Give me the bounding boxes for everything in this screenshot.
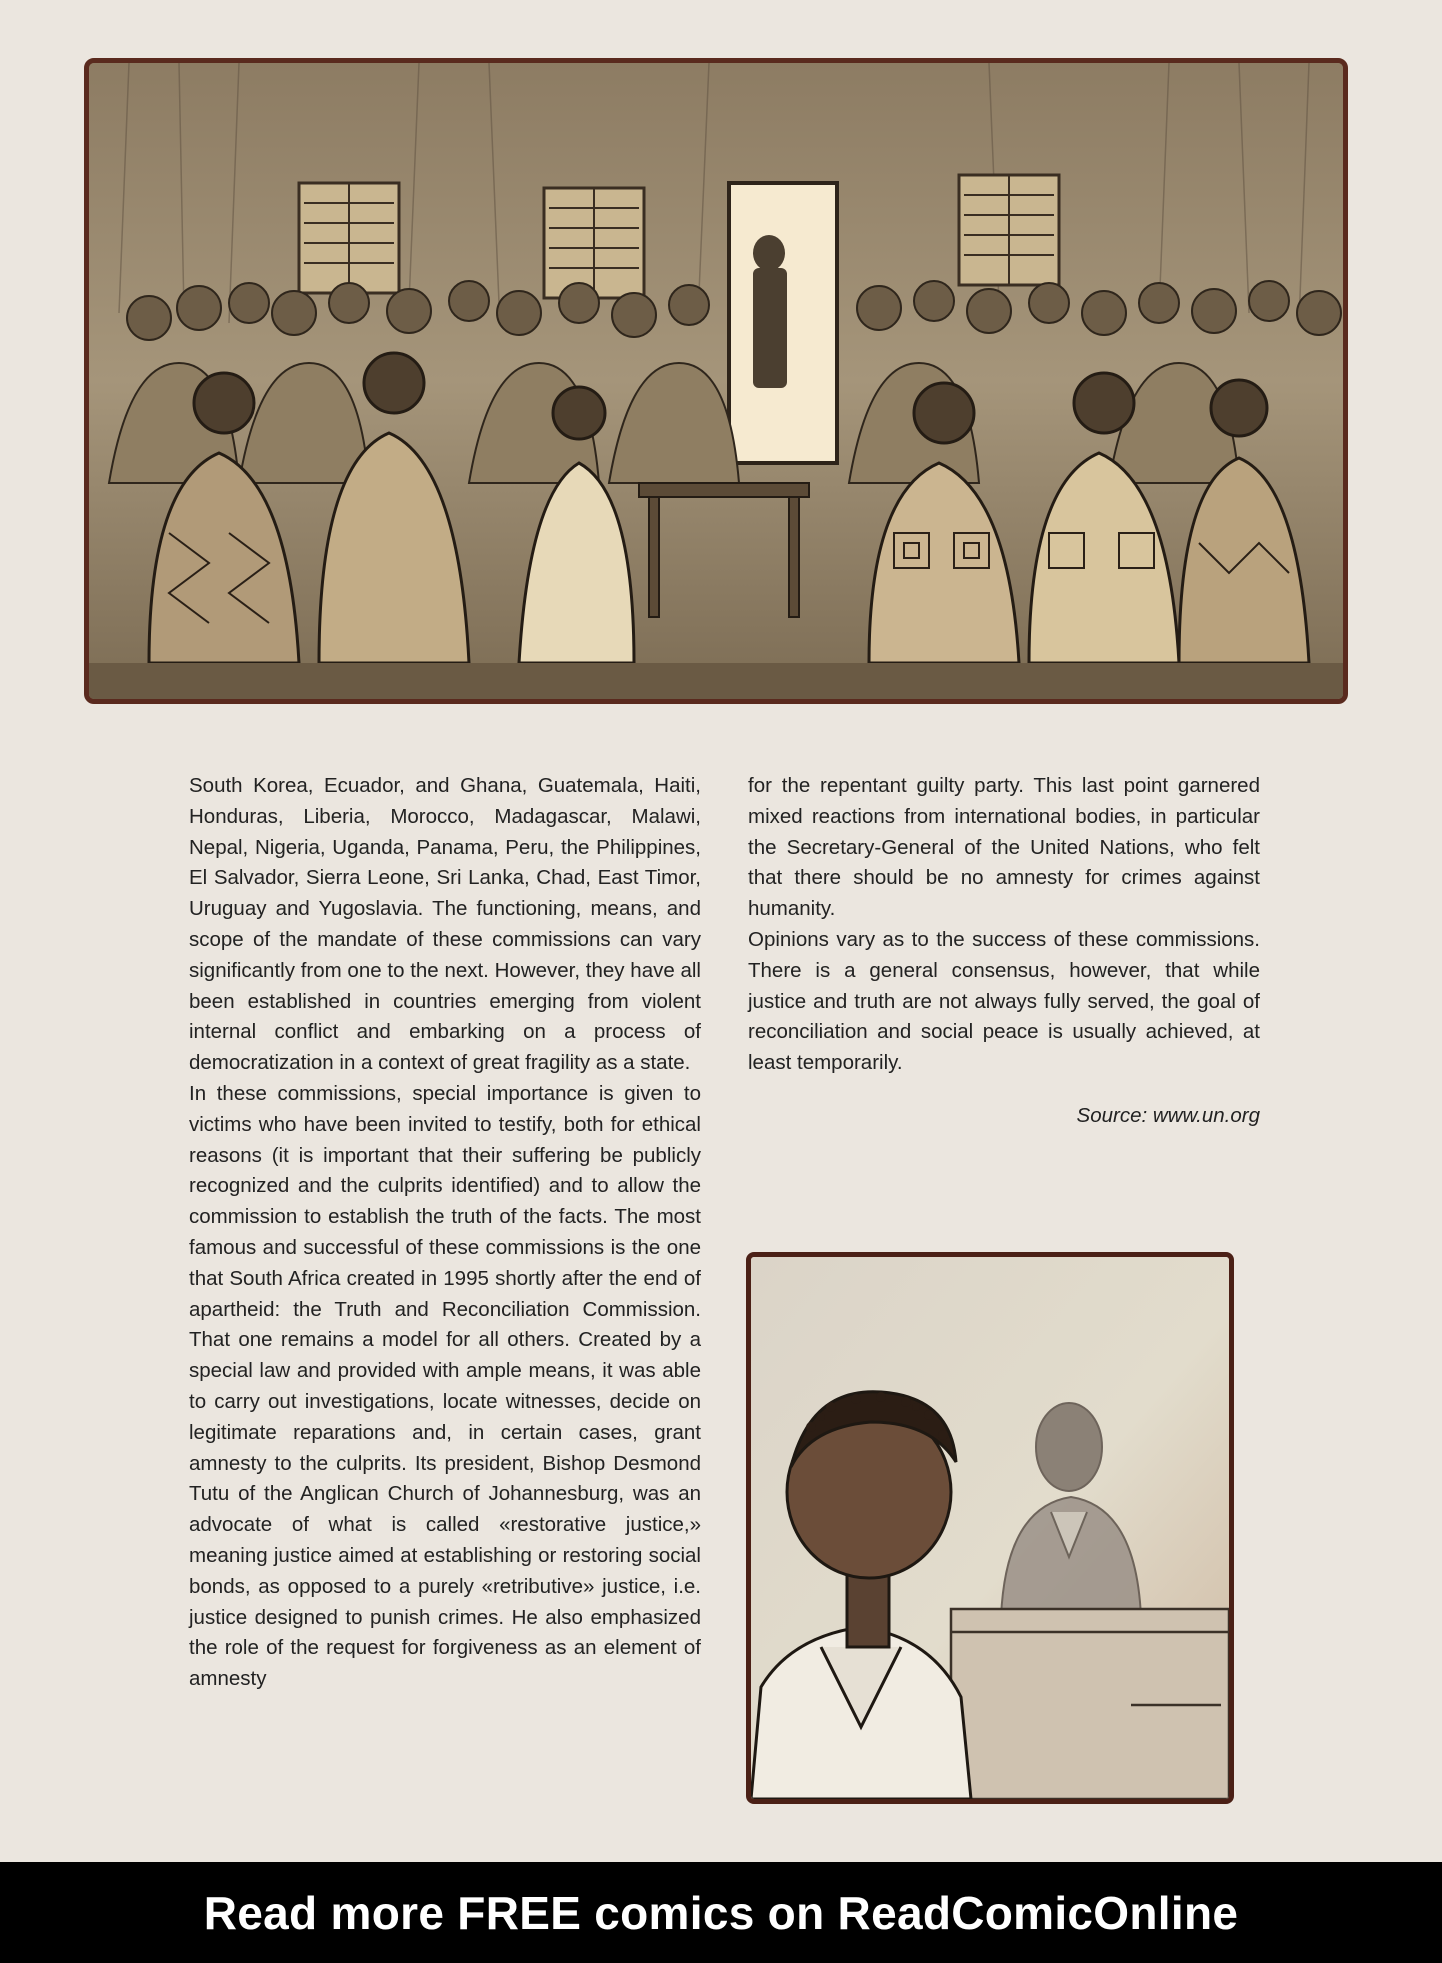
paragraph: Opinions vary as to the success of these commissions. There is a general consensus, however, that while justice and truth are not always fully served, the goal of reconciliation and social peace is usually achieved, at least temporarily. (748, 927, 1260, 1075)
boy-and-judge-image (751, 1257, 1229, 1799)
paragraph: for the repentant guilty party. This last point garnered mixed reactions from international bodies, in particular the Secretary-General of the United Nations, who felt that there should be no amnesty for crimes against humanity. (748, 774, 1260, 921)
paragraph: In these commissions, special importance is given to victims who have been invited to testify, both for ethical reasons (it is important that their suffering be publicly recognized and the culprits identified) and to allow the commission to establish the truth of the facts. The most famous and successful of these commissions is the one that South Africa created in 1995 shortly after the end of apartheid: the Truth and Reconciliation Commission. That one remains a model for all others. Created by a special law and provided with ample means, it was able to carry out investigations, locate witnesses, decide on legitimate reparations and, in certain cases, grant amnesty to the culprits. Its president, Bishop Desmond Tutu of the Anglican Church of Johannesburg, was an advocate of what is called «restorative justice,» meaning justice aimed at establishing or restoring social bonds, as opposed to a purely «retributive» justice, i.e. justice designed to punish crimes. He also emphasized the role of the request for forgiveness as an element of amnesty (189, 1081, 701, 1691)
crowd-scene-image (89, 63, 1343, 699)
hearing-room-illustration (84, 58, 1348, 704)
article-right-column (748, 771, 1260, 1132)
source-citation: Source: www.un.org (1076, 1103, 1260, 1127)
promo-banner-label: Read more FREE comics on ReadComicOnline (203, 1886, 1239, 1939)
paragraph: South Korea, Ecuador, and Ghana, Guatemala, Haiti, Honduras, Liberia, Morocco, Madagascar, Malawi, Nepal, Nigeria, Uganda, Panama, Peru, the Philippines, El Salvador, Sierra Leone, Sri Lanka, Chad, East Timor, Uruguay and Yugoslavia. The functioning, means, and scope of the mandate of these commissions can vary significantly from one to the next. However, they have all been established in countries emerging from violent internal conflict and embarking on a process of democratization in a context of great fragility as a state. (189, 774, 701, 1075)
article-left-column (189, 771, 701, 1695)
courtroom-illustration (746, 1252, 1234, 1804)
promo-banner[interactable] (0, 1862, 1442, 1963)
